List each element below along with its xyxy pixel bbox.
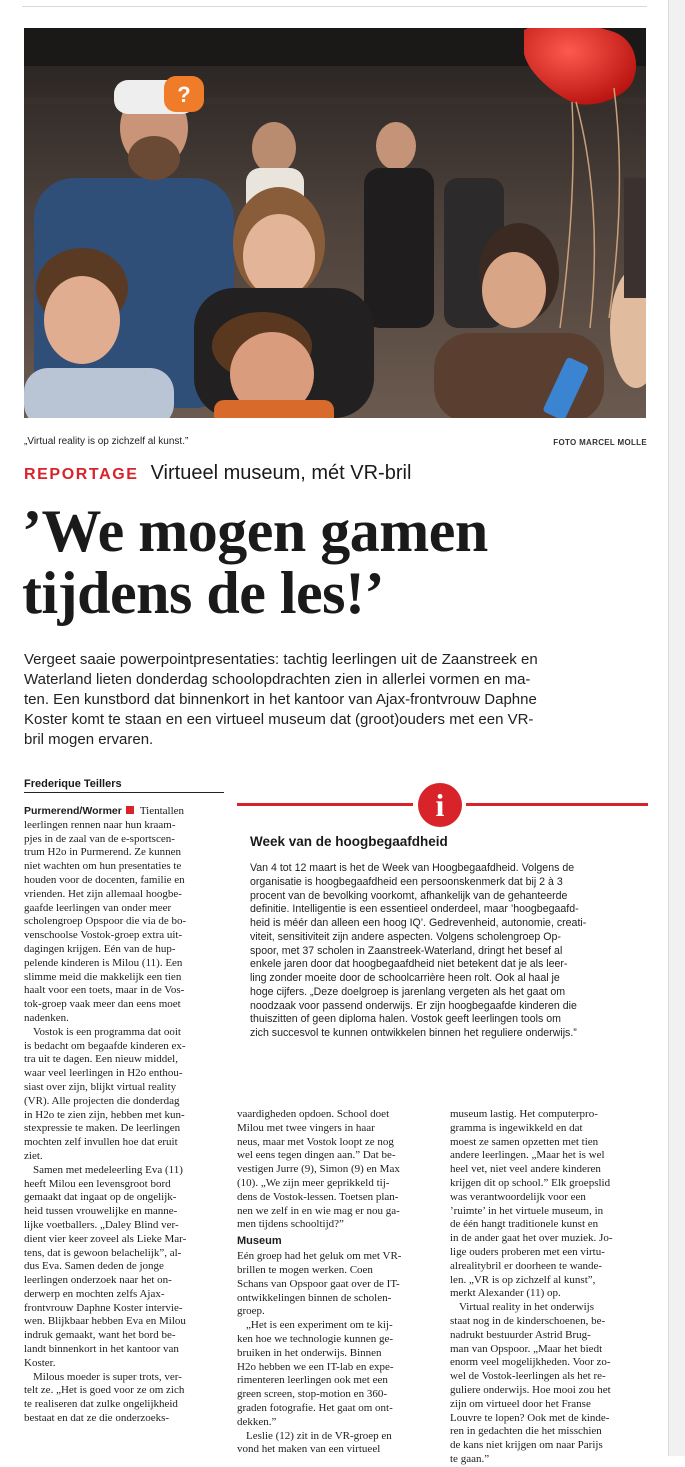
paragraph [237,1108,439,1232]
infobox-title: Week van de hoogbegaafdheid [250,834,448,849]
text-line: men tijdens schooltijd?” [237,1218,344,1231]
text-line: te realiseren dat zulke ongelijkheid [24,1398,178,1411]
text-line: vestigen Jurre (9), Simon (9) en Max [237,1163,400,1176]
body-column-3 [450,1108,650,1467]
text-line: lige ouders proberen met een virtu- [450,1245,605,1258]
text-line: wel eens tegen dingen aan.” Dat be- [237,1149,396,1162]
text-line: de één hangt traditionele kunst en [450,1218,599,1231]
text-line: is bedacht om begaafde kinderen ex- [24,1039,186,1052]
headset-glyph: ? [177,82,191,107]
text-line: len. „VR is op zichzelf al kunst”, [450,1273,596,1286]
paragraph [450,1301,650,1467]
text-line: ontwikkelingen binnen de scholen- [237,1291,392,1304]
paragraph [237,1430,439,1458]
text-line: guliere onderwijs. Hoe mooi zou het [450,1383,611,1396]
text-line: de kans niet krijgen om naar Parijs [450,1439,603,1452]
text-line: niet wachten om hun presentaties te [24,860,182,873]
infobox-rule-right [466,803,648,806]
infobox-line: heid is méér dan alleen een hoog IQ’. Gedrevenheid, autonomie, creati- [250,917,587,929]
lead-line: ten. Een kunstbord dat binnenkort in het kantoor van Ajax-frontvrouw Daphne [24,691,537,708]
text-line: Louvre te lopen? Ook met de kinde- [450,1411,610,1424]
infobox-line: zich succesvol te kunnen ontwikkelen binnen het reguliere onderwijs.” [250,1027,577,1039]
text-line: derwerp en mochten zelfs Ajax- [24,1287,165,1300]
text-line: merkt Alexander (11) op. [450,1287,561,1300]
text-line: brillen te mogen werken. Coen [237,1263,373,1276]
text-line: siast over zijn, blijkt virtual reality [24,1080,177,1093]
text-line: krijgen dit op school.” Elk groepslid [450,1176,611,1189]
text-line: was verantwoordelijk voor een [450,1190,586,1203]
infobox-body [250,862,650,1041]
text-line: landt binnenkort in het kantoor van [24,1343,179,1356]
lead-line: Koster komt te staan en een virtueel museum dat (groot)ouders met een VR- [24,711,534,728]
text-line: (VR). Alle projecten die donderdag [24,1094,180,1107]
text-line: Koster. [24,1356,56,1369]
text-line: venschoolse Vostok-groep extra uit- [24,929,183,942]
photo-credit: FOTO MARCEL MOLLE [553,438,647,447]
text-line: Samen met medeleerling Eva (11) [33,1163,183,1176]
text-line: mochten zelf invullen hoe dat eruit [24,1136,178,1149]
text-line: wel de Vostok-leerlingen als het re- [450,1370,606,1383]
body-column-1 [24,805,229,1426]
paragraph [237,1250,439,1319]
text-line: haalt voor een toets, maar in de Vos- [24,984,185,997]
page-top-rule [22,6,647,7]
text-line: Vostok is een programma dat ooit [33,1025,181,1038]
infobox-line: viteit, sensitiviteit zijn andere aspecten. Volgens scholengroep Op- [250,930,561,943]
text-line: Schans van Opspoor gaat over de IT- [237,1277,400,1290]
text-line: enorm veel mogelijkheden. Voor zo- [450,1356,611,1369]
text-line: te gaan.” [450,1452,490,1465]
text-line: dagingen krijgen. Eén van de hup- [24,942,176,955]
text-line: H2o hebben we een IT-lab en expe- [237,1360,394,1373]
headline-line: tijdens de les!’ [22,560,384,626]
text-line: houden voor de docenten, familie en [24,873,185,886]
lead-line: bril mogen ervaren. [24,731,154,748]
text-line: museum lastig. Het computerpro- [450,1108,598,1120]
headline [22,500,662,624]
text-line: wen. Blijkbaar hebben Eva en Milou [24,1315,186,1328]
infobox-line: ling zonder moeite door de schoolcarrière heen rolt. Ook al haal je [250,972,560,984]
text-line: vrienden. Het zijn allemaal hoogbe- [24,887,182,900]
byline: Frederique Teillers [24,778,122,790]
text-line: andere leerlingen. „Maar het is wel [450,1149,605,1162]
paragraph [24,805,229,1026]
text-line: lijke voetballers. „Daley Blind ver- [24,1218,179,1231]
text-line: tra uit te dagen. Een nieuw middel, [24,1053,178,1066]
infobox-line: procent van de bevolking voorkomt, afhankelijk van de gehanteerde [250,889,568,902]
text-line: leerlingen rennen naar hun kraam- [24,818,176,831]
article-photo [24,28,646,418]
kicker-line [24,462,411,485]
text-line: vond het maken van een virtueel [237,1443,381,1456]
byline-rule [24,792,224,793]
text-line: in H2o te zien zijn, hebben met kun- [24,1108,185,1121]
text-line: zijn om virtueel door het Franse [450,1397,591,1410]
infobox-line: organisatie is hoogbegaafdheid een persoonskenmerk dat bij 2 à 3 [250,875,563,888]
text-line: ren in gedachten die het misschien [450,1425,602,1438]
text-line: Eén groep had het geluk om met VR- [237,1250,402,1263]
text-line: nen we zelf in en wie mag er nou ga- [237,1204,400,1217]
text-line: heeft Milou een levensgroot bord [24,1177,171,1190]
text-line: pjes in de zaal van de e-sportscen- [24,832,175,845]
text-line: groep. [237,1305,265,1318]
text-line: heid tussen vrouwelijke en manne- [24,1205,178,1218]
text-line: leerlingen onderzoek naar het on- [24,1274,172,1287]
text-line: frontvrouw Daphne Koster intervie- [24,1301,183,1314]
text-line: vaardigheden opdoen. School doet [237,1108,390,1120]
text-line: man van Opspoor. „Maar het biedt [450,1342,603,1355]
text-line: moest ze samen opzetten met tien [450,1135,599,1148]
text-line: stexpressie te maken. De leerlingen [24,1122,181,1135]
paragraph [450,1108,650,1301]
text-line: nadrukt bestuurder Astrid Brug- [450,1328,591,1341]
text-line: nadenken. [24,1011,69,1024]
text-line: tens, dat is gewoon belachelijk”, al- [24,1246,182,1259]
dateline-square-icon [126,806,134,814]
section-heading-museum: Museum [237,1235,282,1248]
text-line: green screen, stop-motion en 360- [237,1388,387,1401]
text-line: Virtual reality in het onderwijs [459,1301,594,1314]
text-line: gaafde leerlingen van onder meer [24,901,172,914]
text-line: graden fotografie. Het gaat om ont- [237,1401,393,1414]
text-line: in de ander gaat het over muziek. Jo- [450,1232,613,1245]
text-line: dekken.” [237,1415,277,1428]
infobox-rule-left [237,803,413,806]
lead-paragraph [24,650,649,750]
text-line: Milous moeder is super trots, ver- [33,1370,182,1383]
text-line: heel vet, niet veel andere kinderen [450,1163,601,1176]
info-icon: i [418,783,462,827]
text-line: trum H2o in Purmerend. Ze kunnen [24,846,182,859]
photo-caption: „Virtual reality is op zichzelf al kunst.” [24,436,189,447]
infobox-line: spoor, met 37 scholen in Zaanstreek-Waterland, dringt het besef al [250,944,563,957]
text-line: telt ze. „Het is goed voor ze om zich [24,1384,185,1397]
infobox-line: noodzaak voor passend onderwijs. Er zijn hoogbegaafde kinderen die [250,999,577,1012]
text-line: bruiken in het onderwijs. Binnen [237,1346,382,1359]
lead-line: Vergeet saaie powerpointpresentaties: tachtig leerlingen uit de Zaanstreek en [24,651,538,668]
text-line: Milou met twee vingers in haar [237,1121,375,1134]
text-line: dus Eva. Samen deden de jonge [24,1260,164,1273]
text-line: Tientallen [139,805,185,817]
text-line: scholengroep Opspoor die via de bo- [24,915,187,928]
infobox-line: definitie. Intelligentie is een essentieel onderdeel, maar ’hoogbegaafd- [250,903,579,916]
text-line: Leslie (12) zit in de VR-groep en [246,1429,392,1442]
text-line: dient vier keer zoveel als Lieke Mar- [24,1232,187,1245]
text-line: tok-groep vaak meer dan eens moet [24,998,181,1011]
text-line: slimme meid die makkelijk een tien [24,970,182,983]
paragraph [237,1319,439,1429]
text-line: staat nog in de kinderschoenen, be- [450,1314,606,1327]
infobox-line: hoge cijfers. „Deze doelgroep is jarenlang vergeten als het gaat om [250,985,566,998]
text-line: waar veel leerlingen in H2o enthou- [24,1067,183,1080]
text-line: alrealitybril er doorheen te wande- [450,1259,603,1272]
infobox-line: thuiszitten of geen diploma halen. Vostok geeft leerlingen tools om [250,1013,561,1026]
infobox-line: enkele jaren door dat hoogbegaafdheid niet betekent dat je als leer- [250,958,568,971]
text-line: neus, maar met Vostok loopt ze nog [237,1135,394,1148]
lead-line: Waterland lieten donderdag schoolopdrachten zien in allerlei vormen en ma- [24,671,531,688]
dateline: Purmerend/Wormer [24,805,122,817]
text-line: ’ruimte’ in het virtuele museum, in [450,1204,604,1217]
infobox-line: Van 4 tot 12 maart is het de Week van Hoogbegaafdheid. Volgens de [250,862,575,874]
paragraph [24,1371,229,1426]
text-line: ken hoe we technologie kunnen ge- [237,1332,394,1345]
text-line: dens de Vostok-lessen. Toetsen plan- [237,1190,399,1203]
text-line: ziet. [24,1149,43,1162]
body-column-2 [237,1108,439,1457]
text-line: indruk gemaakt, want het bord be- [24,1329,176,1342]
text-line: gramma is ingewikkeld en dat [450,1121,583,1134]
text-line: gemaakt dat ingaat op de ongelijk- [24,1191,177,1204]
text-line: (10). „We zijn meer geprikkeld tij- [237,1176,390,1189]
photo-illustration [24,28,646,418]
text-line: bestaat en dat ze die onderzoeks- [24,1412,170,1425]
text-line: rimenteren leerlingen ook met een [237,1374,388,1387]
dateline-line [24,805,229,819]
section-kicker: REPORTAGE [24,466,139,483]
headline-line: ’We mogen gamen [22,498,488,564]
page-edge-shadow [668,0,685,1456]
paragraph [24,1026,229,1164]
text-line: pelende kinderen is Milou (11). Een [24,956,183,969]
paragraph [24,1164,229,1371]
text-line: „Het is een experiment om te kij- [246,1319,393,1332]
subheadline: Virtueel museum, mét VR-bril [150,462,412,484]
